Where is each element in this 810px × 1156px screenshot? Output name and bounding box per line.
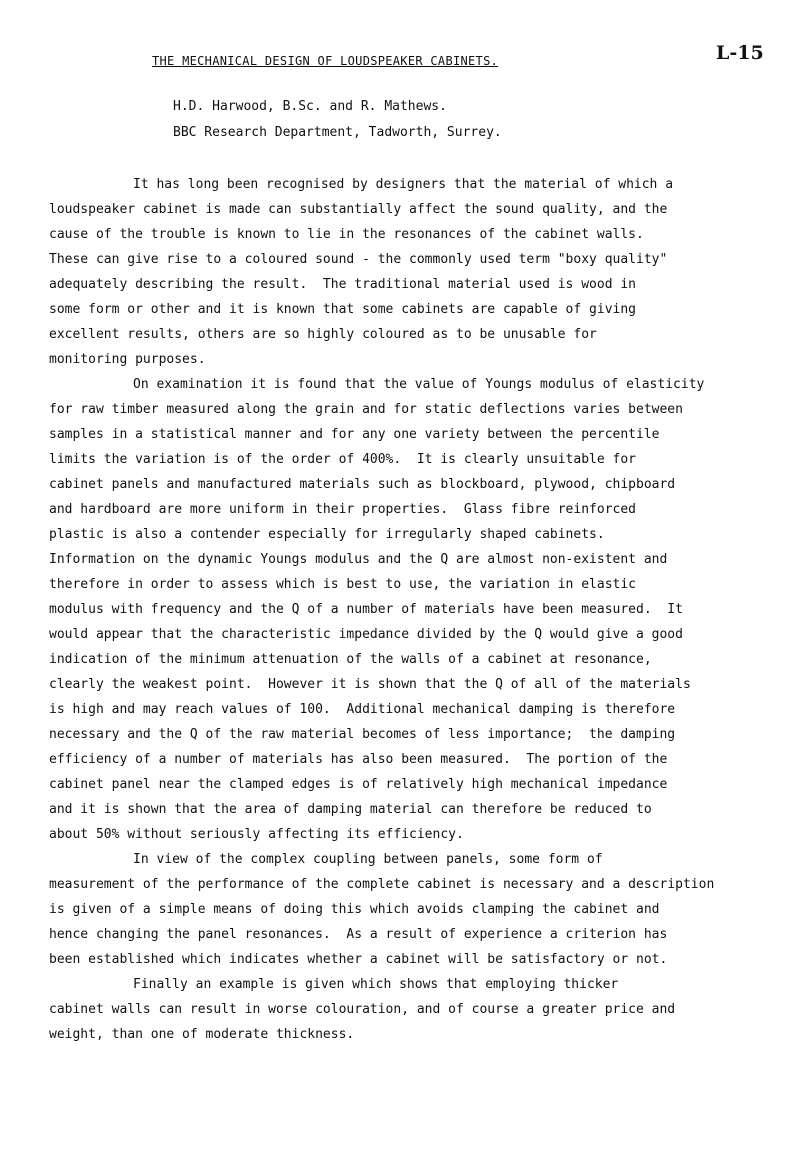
body-line: It has long been recognised by designers that the material of which a	[133, 177, 674, 192]
body-line: These can give rise to a coloured sound - the commonly used term "boxy quality"	[49, 252, 668, 267]
body-line: some form or other and it is known that some cabinets are capable of giving	[49, 302, 636, 317]
body-line: excellent results, others are so highly coloured as to be unusable for	[49, 327, 597, 342]
body-line: indication of the minimum attenuation of the walls of a cabinet at resonance,	[49, 652, 652, 667]
body-line: cabinet panel near the clamped edges is of relatively high mechanical impedance	[49, 777, 668, 792]
body-line: efficiency of a number of materials has also been measured. The portion of the	[49, 752, 668, 767]
body-line: loudspeaker cabinet is made can substantially affect the sound quality, and the	[49, 202, 668, 217]
body-line: and it is shown that the area of damping material can therefore be reduced to	[49, 802, 652, 817]
body-line: and hardboard are more uniform in their properties. Glass fibre reinforced	[49, 502, 636, 517]
body-line: is given of a simple means of doing this which avoids clamping the cabinet and	[49, 902, 660, 917]
body-line: cabinet walls can result in worse colouration, and of course a greater price and	[49, 1002, 676, 1017]
body-line: Finally an example is given which shows that employing thicker	[133, 977, 619, 992]
body-line: measurement of the performance of the complete cabinet is necessary and a description	[49, 877, 715, 892]
body-line: about 50% without seriously affecting its efficiency.	[49, 827, 464, 842]
body-line: is high and may reach values of 100. Additional mechanical damping is therefore	[49, 702, 676, 717]
body-line: adequately describing the result. The traditional material used is wood in	[49, 277, 636, 292]
body-line: cabinet panels and manufactured materials such as blockboard, plywood, chipboard	[49, 477, 676, 492]
affiliation: BBC Research Department, Tadworth, Surrey.	[173, 125, 502, 140]
body-line: for raw timber measured along the grain and for static deflections varies between	[49, 402, 683, 417]
body-line: Information on the dynamic Youngs modulus and the Q are almost non-existent and	[49, 552, 668, 567]
body-line: cause of the trouble is known to lie in the resonances of the cabinet walls.	[49, 227, 644, 242]
body-line: monitoring purposes.	[49, 352, 206, 367]
body-line: weight, than one of moderate thickness.	[49, 1027, 355, 1042]
paper-title: THE MECHANICAL DESIGN OF LOUDSPEAKER CABINETS.	[152, 54, 499, 68]
body-line: limits the variation is of the order of 400%. It is clearly unsuitable for	[49, 452, 636, 467]
body-line: hence changing the panel resonances. As a result of experience a criterion has	[49, 927, 668, 942]
body-line: plastic is also a contender especially for irregularly shaped cabinets.	[49, 527, 605, 542]
body-line: would appear that the characteristic impedance divided by the Q would give a good	[49, 627, 683, 642]
body-line: been established which indicates whether a cabinet will be satisfactory or not.	[49, 952, 668, 967]
body-line: samples in a statistical manner and for any one variety between the percentile	[49, 427, 660, 442]
body-line: modulus with frequency and the Q of a number of materials have been measured. It	[49, 602, 683, 617]
authors: H.D. Harwood, B.Sc. and R. Mathews.	[173, 99, 447, 114]
body-line: necessary and the Q of the raw material becomes of less importance; the damping	[49, 727, 676, 742]
body-line: In view of the complex coupling between panels, some form of	[133, 852, 603, 867]
body-line: therefore in order to assess which is best to use, the variation in elastic	[49, 577, 636, 592]
body-line: clearly the weakest point. However it is shown that the Q of all of the materials	[49, 677, 691, 692]
body-line: On examination it is found that the value of Youngs modulus of elasticity	[133, 377, 705, 392]
page-number: L-15	[716, 42, 764, 64]
